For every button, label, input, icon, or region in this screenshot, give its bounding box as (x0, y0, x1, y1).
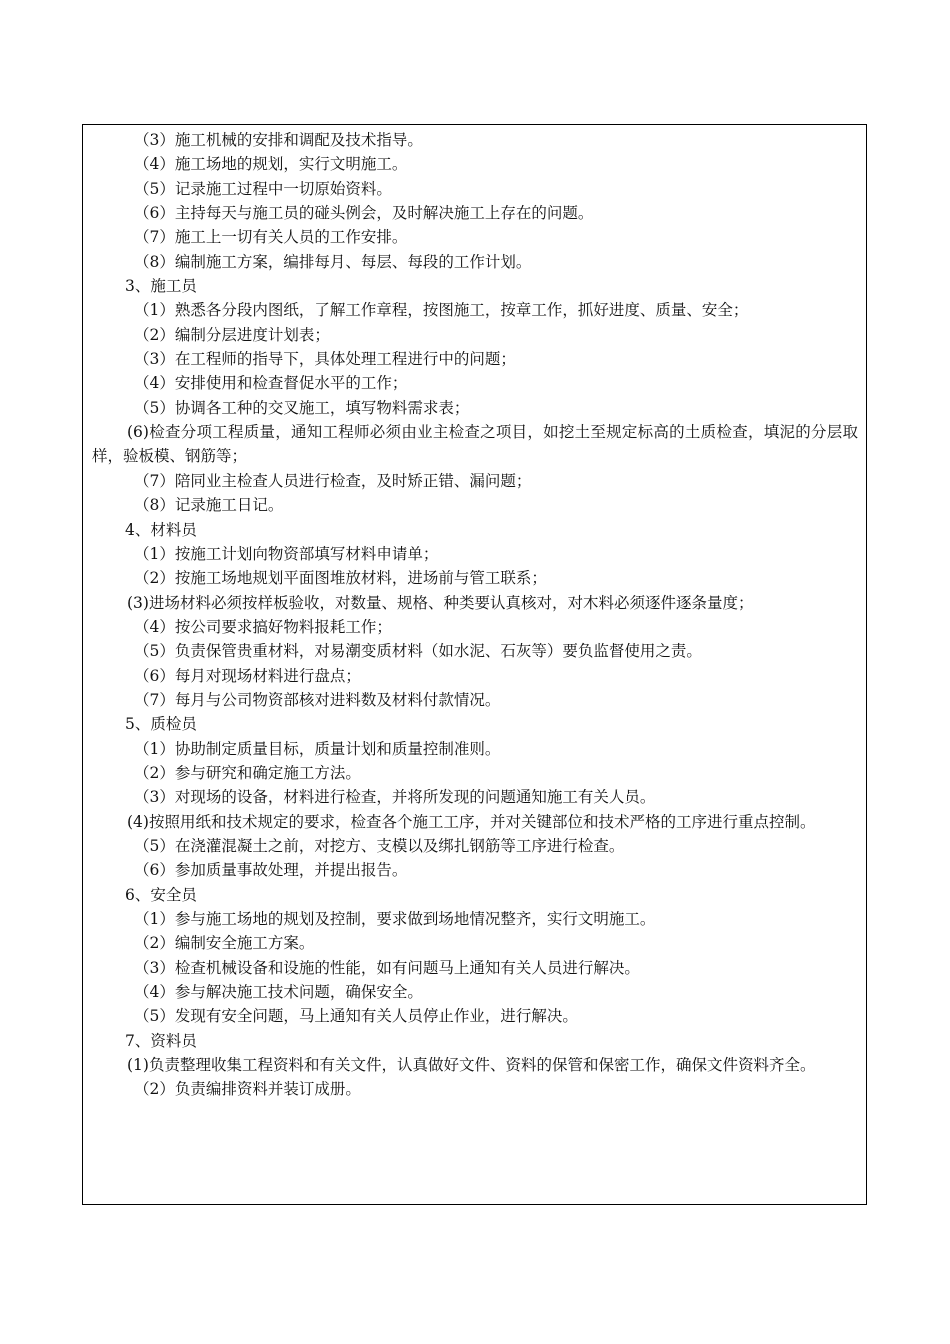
list-item: （4）安排使用和检查督促水平的工作； (134, 374, 408, 393)
list-item: （3）检查机械设备和设施的性能，如有问题马上通知有关人员进行解决。 (134, 958, 640, 977)
wrapped-list-item: (4)按照用纸和技术规定的要求，检查各个施工工序，并对关键部位和技术严格的工序进行重点控制。 (127, 812, 816, 831)
list-item: （5）负责保管贵重材料，对易潮变质材料（如水泥、石灰等）要负监督使用之责。 (134, 642, 702, 661)
list-item: （4）参与解决施工技术问题，确保安全。 (134, 983, 423, 1002)
list-item: （1）按施工计划向物资部填写材料申请单； (134, 544, 439, 563)
list-item: （2）参与研究和确定施工方法。 (134, 763, 361, 782)
list-item: （5）发现有安全问题，马上通知有关人员停止作业，进行解决。 (134, 1007, 578, 1026)
list-item: （6）主持每天与施工员的碰头例会，及时解决施工上存在的问题。 (134, 204, 594, 223)
section-heading: 4、材料员 (125, 520, 197, 539)
list-item: （2）编制安全施工方案。 (134, 934, 315, 953)
list-item: （1）参与施工场地的规划及控制，要求做到场地情况整齐，实行文明施工。 (134, 910, 656, 928)
list-item: （5）协调各工种的交叉施工，填写物料需求表； (134, 398, 470, 417)
list-item: （3）在工程师的指导下，具体处理工程进行中的问题； (134, 350, 516, 369)
wrapped-list-item: (1)负责整理收集工程资料和有关文件，认真做好文件、资料的保管和保密工作，确保文件资料齐全。 (127, 1056, 816, 1075)
list-item: （2）按施工场地规划平面图堆放材料，进场前与管工联系； (134, 569, 547, 588)
section-heading: 7、资料员 (125, 1031, 197, 1050)
list-item: （1）熟悉各分段内图纸，了解工作章程，按图施工，按章工作，抓好进度、质量、安全； (134, 301, 749, 320)
list-item: （3）对现场的设备，材料进行检查，并将所发现的问题通知施工有关人员。 (134, 788, 656, 807)
section-heading: 3、施工员 (125, 277, 197, 296)
list-item: （8）编制施工方案，编排每月、每层、每段的工作计划。 (134, 252, 532, 271)
list-item: （3）施工机械的安排和调配及技术指导。 (134, 131, 423, 149)
list-item: （7）施工上一切有关人员的工作安排。 (134, 228, 408, 247)
section-heading: 6、安全员 (125, 885, 197, 904)
list-item: （1）协助制定质量目标，质量计划和质量控制准则。 (134, 739, 501, 758)
document-frame (82, 124, 867, 1205)
list-item: （2）负责编排资料并装订成册。 (134, 1080, 361, 1099)
list-item: （4）按公司要求搞好物料报耗工作； (134, 617, 392, 636)
list-item: （4）施工场地的规划，实行文明施工。 (134, 155, 408, 174)
list-item: （7）每月与公司物资部核对进料数及材料付款情况。 (134, 690, 501, 709)
wrapped-list-item: (6)检查分项工程质量，通知工程师必须由业主检查之项目，如挖土至规定标高的土质检查，填泥的分层取样，验板模、钢筋等； (92, 423, 858, 466)
list-item: （8）记录施工日记。 (134, 496, 284, 515)
list-item: （6）每月对现场材料进行盘点； (134, 666, 361, 685)
list-item: （6）参加质量事故处理，并提出报告。 (134, 861, 408, 880)
list-item: （2）编制分层进度计划表； (134, 325, 330, 344)
list-item: （5）记录施工过程中一切原始资料。 (134, 179, 392, 198)
section-heading: 5、质检员 (125, 715, 197, 734)
wrapped-list-item: (3)进场材料必须按样板验收，对数量、规格、种类要认真核对，对木料必须逐件逐条量度； (127, 593, 754, 612)
list-item: （7）陪同业主检查人员进行检查，及时矫正错、漏问题； (134, 471, 532, 490)
list-item: （5）在浇灌混凝土之前，对挖方、支模以及绑扎钢筋等工序进行检查。 (134, 836, 625, 855)
